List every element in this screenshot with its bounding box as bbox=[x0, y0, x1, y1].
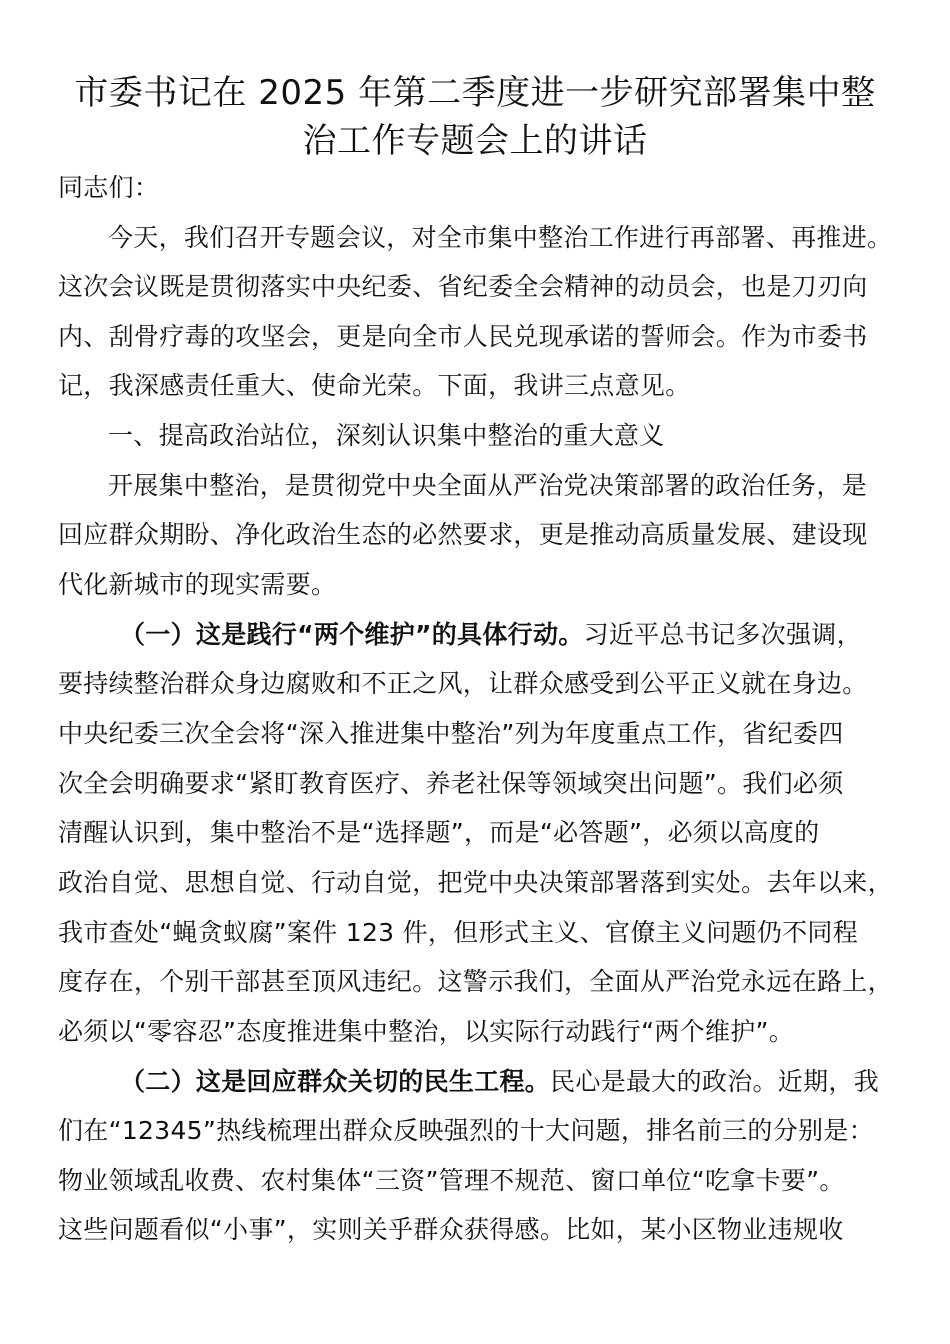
point-2-line-1 bbox=[58, 1064, 894, 1100]
point-1-line-2: 要持续整治群众身边腐败和不正之风，让群众感受到公平正义就在身边。 bbox=[58, 669, 868, 698]
point-1-line-9: 必须以“零容忍”态度推进集中整治，以实际行动践行“两个维护”。 bbox=[58, 1017, 795, 1046]
paragraph-1-line-4: 记，我深感责任重大、使命光荣。下面，我讲三点意见。 bbox=[58, 371, 691, 400]
document-title-line-1: 市委书记在 2025 年第二季度进一步研究部署集中整 bbox=[74, 73, 876, 113]
point-1-line-6: 政治自觉、思想自觉、行动自觉，把党中央决策部署落到实处。去年以来， bbox=[58, 868, 893, 897]
paragraph-2-line-2: 回应群众期盼、净化政治生态的必然要求，更是推动高质量发展、建设现 bbox=[58, 520, 868, 549]
paragraph-2-line-1: 开展集中整治，是贯彻党中央全面从严治党决策部署的政治任务，是 bbox=[108, 471, 868, 500]
point-1-first-text: 习近平总书记多次强调， bbox=[583, 620, 862, 649]
point-1-line-3: 中央纪委三次全会将“深入推进集中整治”列为年度重点工作，省纪委四 bbox=[58, 719, 844, 748]
point-1-line-1 bbox=[58, 617, 894, 653]
point-1-line-7: 我市查处“蝇贪蚁腐”案件 123 件，但形式主义、官僚主义问题仍不同程 bbox=[58, 918, 859, 947]
point-2-heading: （二）这是回应群众关切的民生工程。 bbox=[120, 1067, 551, 1096]
paragraph-1-line-2: 这次会议既是贯彻落实中央纪委、省纪委全会精神的动员会，也是刀刃向 bbox=[58, 272, 868, 301]
salutation: 同志们： bbox=[58, 173, 160, 202]
point-1-line-4: 次全会明确要求“紧盯教育医疗、养老社保等领域突出问题”。我们必须 bbox=[58, 769, 844, 798]
point-2-line-3: 物业领域乱收费、农村集体“三资”管理不规范、窗口单位“吃拿卡要”。 bbox=[58, 1166, 845, 1195]
paragraph-1-line-1: 今天，我们召开专题会议，对全市集中整治工作进行再部署、再推进。 bbox=[108, 223, 893, 252]
point-2-line-2: 们在“12345”热线梳理出群众反映强烈的十大问题，排名前三的分别是： bbox=[58, 1116, 874, 1145]
point-1-line-8: 度存在，个别干部甚至顶风违纪。这警示我们，全面从严治党永远在路上， bbox=[58, 967, 893, 996]
section-1-heading: 一、提高政治站位，深刻认识集中整治的重大意义 bbox=[108, 421, 665, 450]
point-2-first-text: 民心是最大的政治。近期，我 bbox=[550, 1067, 880, 1096]
paragraph-1-line-3: 内、刮骨疗毒的攻坚会，更是向全市人民兑现承诺的誓师会。作为市委书 bbox=[58, 322, 868, 351]
point-1-heading: （一）这是践行“两个维护”的具体行动。 bbox=[120, 620, 584, 649]
point-1-line-5: 清醒认识到，集中整治不是“选择题”，而是“必答题”，必须以高度的 bbox=[58, 818, 820, 847]
paragraph-2-line-3: 代化新城市的现实需要。 bbox=[58, 570, 337, 599]
point-2-line-4: 这些问题看似“小事”，实则关乎群众获得感。比如，某小区物业违规收 bbox=[58, 1215, 844, 1244]
document-title-line-2: 治工作专题会上的讲话 bbox=[302, 121, 648, 161]
